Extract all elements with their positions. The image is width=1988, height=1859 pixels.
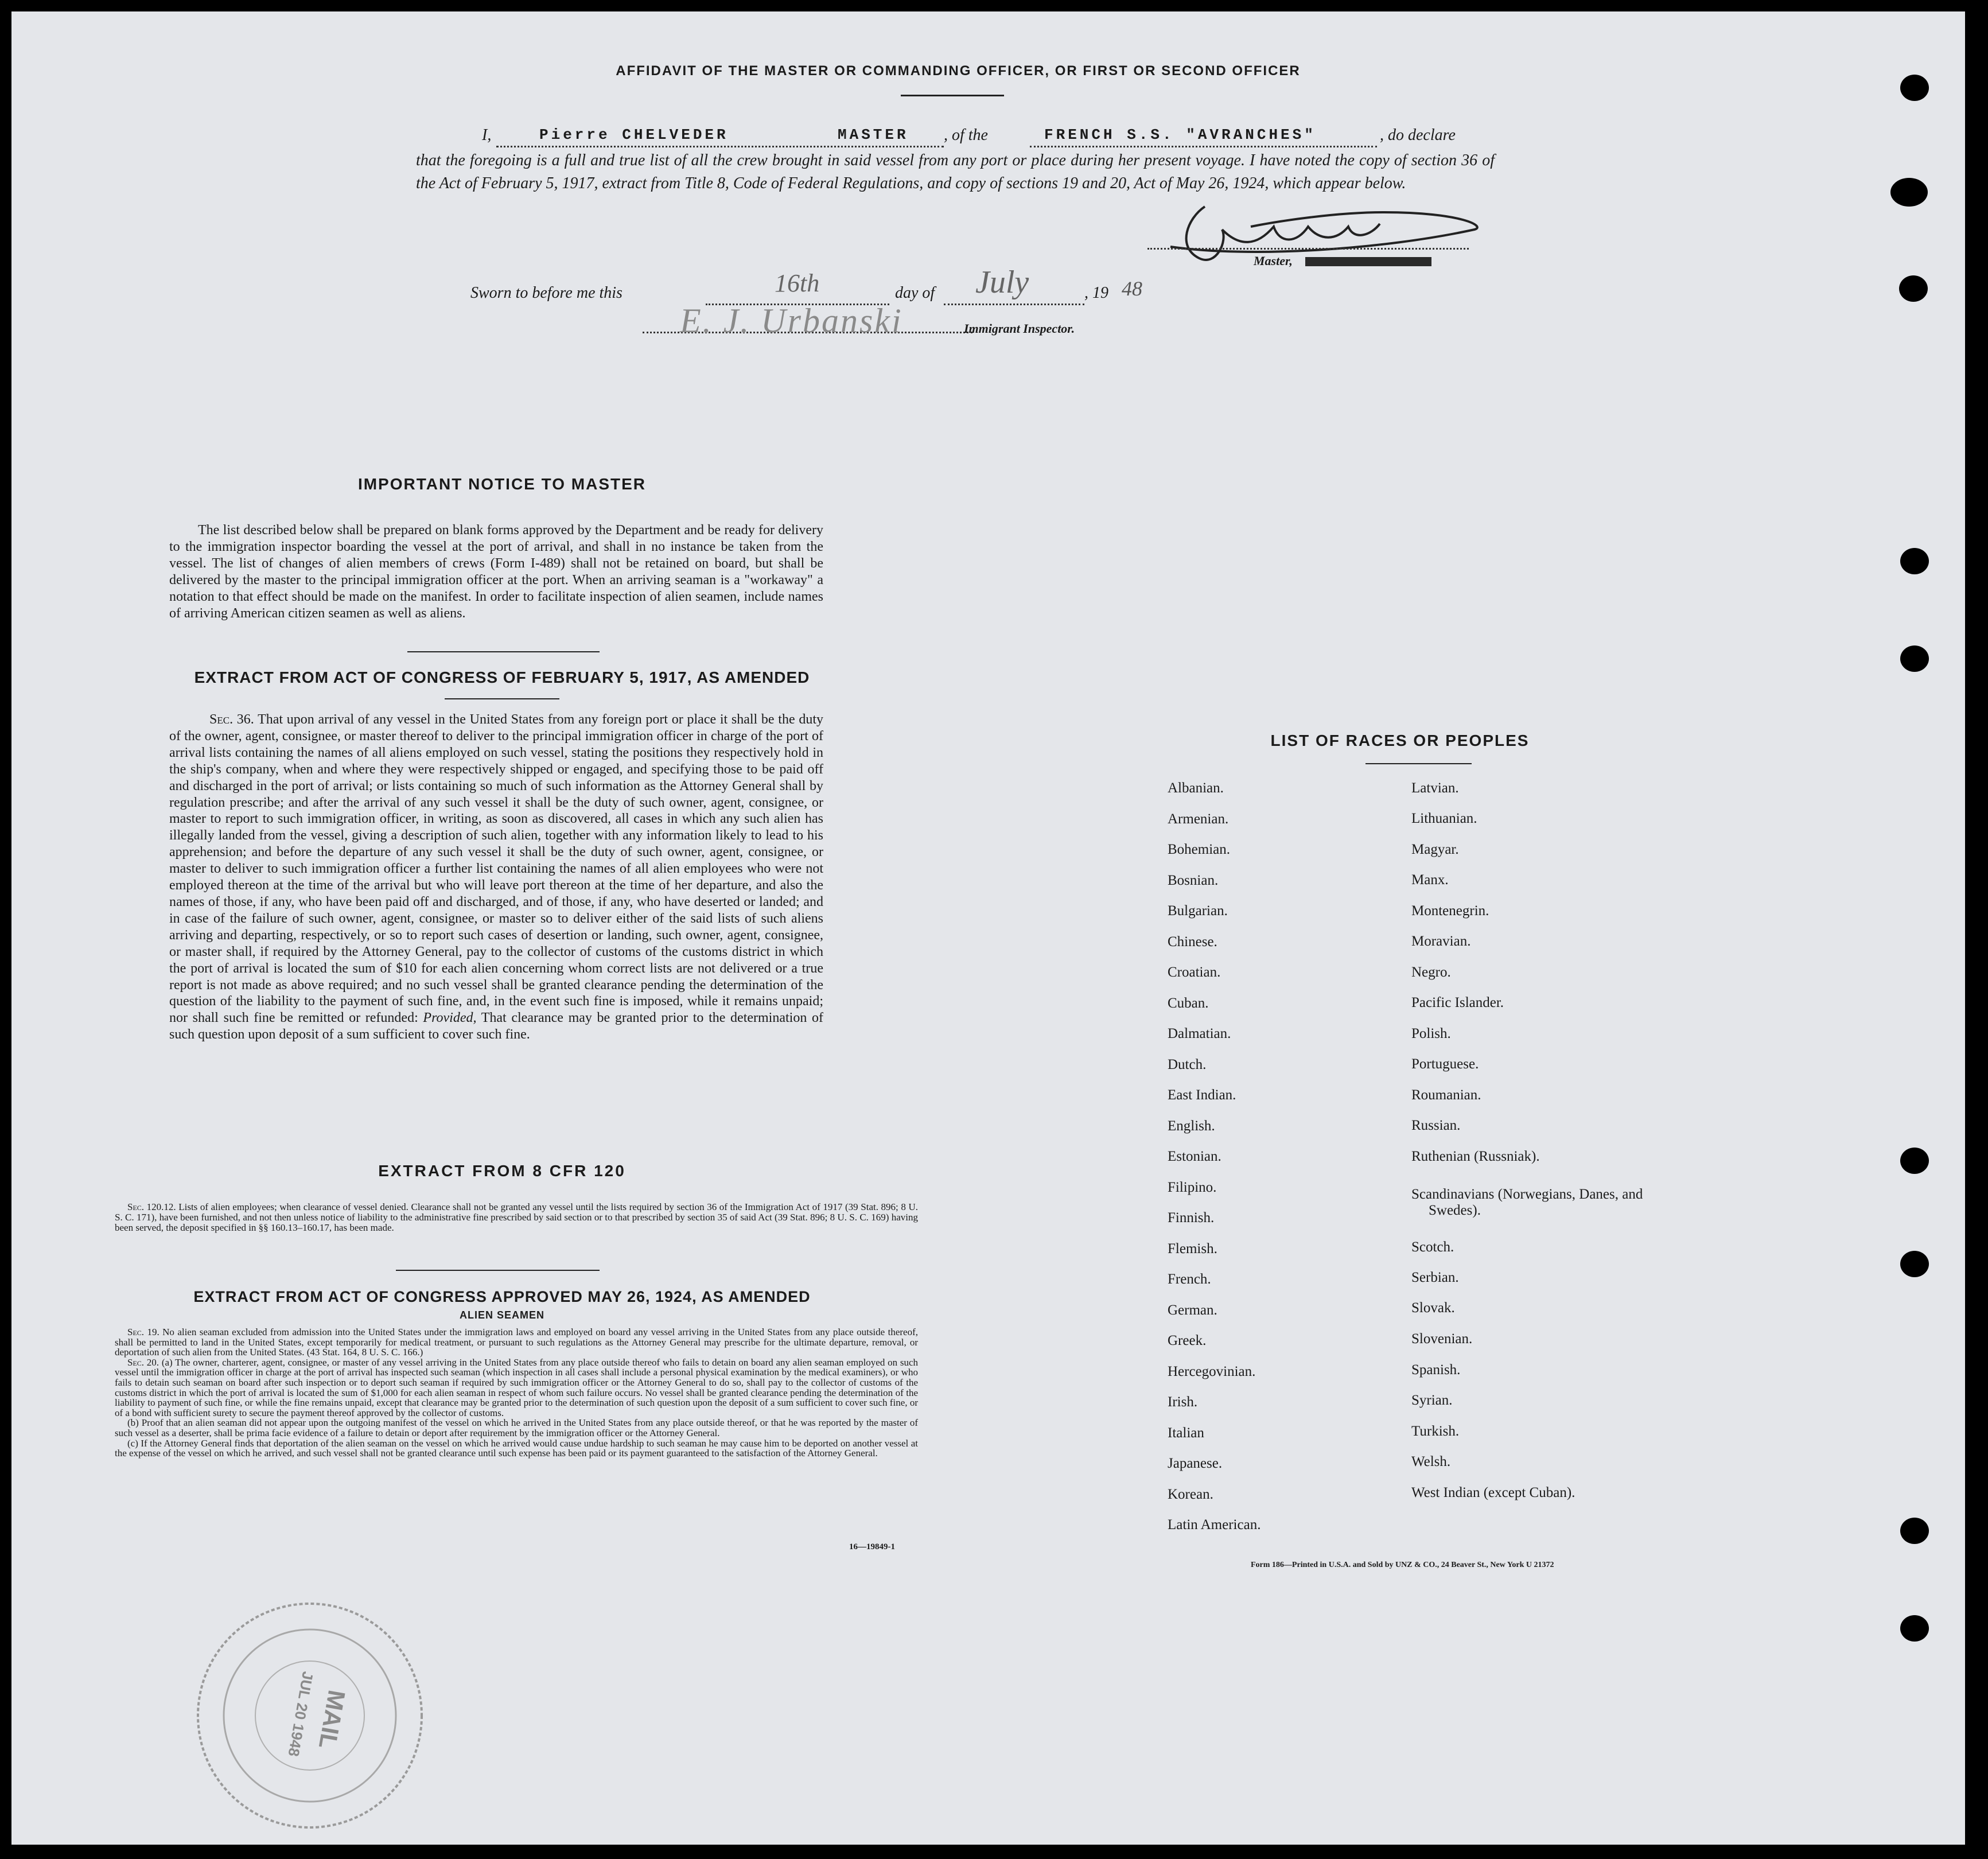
race-item: Turkish. <box>1411 1424 1460 1439</box>
race-item: English. <box>1168 1118 1215 1134</box>
document-page <box>11 11 1965 1845</box>
race-item: Spanish. <box>1411 1362 1461 1378</box>
extract-1917-divider <box>445 698 559 699</box>
cfr-divider <box>396 1270 600 1271</box>
stamp-date: JUL 20 1948 <box>285 1670 317 1758</box>
title-divider <box>901 95 1004 96</box>
race-item: Chinese. <box>1168 934 1217 950</box>
binder-hole <box>1900 1615 1929 1642</box>
cfr-title: EXTRACT FROM 8 CFR 120 <box>378 1162 626 1180</box>
sec-36-text-a: That upon arrival of any vessel in the United States from any foreign port or place it shall be the duty of the owner, agent, consignee, or master thereof to deliver to the principal immigration officer in charge of the port of arrival lists containing the names of all aliens employed on such vessel, stating the positions they respectively hold in the ship's company, when and where they were respectively shipped or engaged, and specifying those to be paid off and discharged in the port of arrival; or lists containing so much of such information as the Attorney General shall by regulation prescribe; and after the arrival of any such vessel it shall be the duty of such owner, agent, consignee, or master to report to such immigration officer, in writing, as soon as discovered, all cases in which any such alien has illegally landed from the vessel, giving a description of such alien, together with any information likely to lead to his apprehension; and before the departure of any such vessel it shall be the duty of such owner, agent, consignee, or master to deliver to such immigration officer a further list containing the names of all alien employees who were not employed thereon at the time of the arrival but who will leave port thereon at the time of her departure, and also the names of those, if any, who have been paid off and discharged, and of those, if any, who have deserted or landed; and in case of the failure of such owner, agent, consignee, or master so to deliver either of the said lists of such aliens arriving and departing, respectively, or so to report such cases of desertion or landing, such owner, agent, consignee, or master shall, if required by the Attorney General, pay to the collector of customs of the customs district in which the port of arrival is located the sum of $10 for each alien concerning whom correct lists are not delivered or a true report is not made as above required; and no such vessel shall be granted clearance pending the determination of the question of the liability to the payment of such fine, and, in the event such fine is imposed, while it remains unpaid; nor shall such fine be remitted or refunded: <box>169 712 823 1026</box>
race-item: Welsh. <box>1411 1454 1451 1469</box>
race-item: Moravian. <box>1411 934 1471 949</box>
race-item: Italian <box>1168 1425 1204 1441</box>
binder-hole <box>1900 548 1929 574</box>
inspector-signature: E. J. Urbanski <box>680 302 903 340</box>
notice-title: IMPORTANT NOTICE TO MASTER <box>357 475 647 493</box>
sec-19-label: Sec. 19. <box>127 1327 159 1337</box>
master-label: Master, <box>1254 254 1293 268</box>
race-item: Latin American. <box>1168 1517 1261 1533</box>
races-divider <box>1365 763 1472 764</box>
race-item: Hercegovinian. <box>1168 1363 1256 1379</box>
race-item: Bohemian. <box>1168 842 1231 857</box>
race-item: Polish. <box>1411 1026 1451 1041</box>
of-the-label: , of the <box>944 126 988 144</box>
race-item: Portuguese. <box>1411 1056 1479 1072</box>
sec-20c-paragraph: (c) If the Attorney General finds that deportation of the alien seaman on the vessel on which he arrived would cause undue hardship to such seaman he may cause him to be deported on another vessel at the expense of the vessel on which he arrived, and such vessel shall not be granted clearance until such expense has been paid or its payment guaranteed to the satisfaction of the Attorney General. <box>115 1437 918 1459</box>
race-item: Magyar. <box>1411 842 1459 857</box>
year-prefix: , 19 <box>1084 284 1108 302</box>
race-item: Scotch. <box>1411 1239 1454 1255</box>
form-code: 16—19849-1 <box>849 1542 895 1551</box>
cfr-body <box>115 1202 918 1233</box>
race-item: Croatian. <box>1168 964 1221 980</box>
sec-20-label: Sec. 20. <box>127 1356 159 1368</box>
inspector-label: Immigrant Inspector. <box>964 321 1075 336</box>
race-item: Latvian. <box>1411 780 1459 796</box>
race-item: Bulgarian. <box>1168 903 1228 919</box>
race-item: Dalmatian. <box>1168 1026 1231 1041</box>
master-name: Pierre CHELVEDER <box>539 126 729 143</box>
sec-120-text: Lists of alien employees; when clearance of vessel denied. Clearance shall not be granted any vessel until the lists required by section 36 of the Immigration Act of 1917 (39 Stat. 896; 8 U. S. C. 171), have been furnished, and not then unless notice of liability to the administrative fine prescribed by said section or to that prescribed by section 35 of said Act (39 Stat. 896; 8 U. S. C. 169) having been served, the deposit specified in §§ 160.13–160.17, has been made. <box>115 1201 918 1233</box>
affidavit-title: AFFIDAVIT OF THE MASTER OR COMMANDING OFFICER, OR FIRST OR SECOND OFFICER <box>616 63 1301 79</box>
affidavit-body: that the foregoing is a full and true list of all the crew brought in said vessel from any port or place during her present voyage. I have noted the copy of section 36 of the Act of February 5, 1917, extract from Title 8, Code of Federal Regulations, and copy of sections 19 and 20, Act of May 26, 1924, which appear below. <box>416 151 1495 192</box>
race-item: Scandinavians (Norwegians, Danes, and Swedes). <box>1411 1187 1643 1218</box>
sec-36-label: Sec. 36. <box>209 712 254 727</box>
race-item: Montenegrin. <box>1411 903 1489 919</box>
printer-footer: Form 186—Printed in U.S.A. and Sold by UNZ & CO., 24 Beaver St., New York U 21372 <box>1251 1561 1554 1569</box>
extract-1917-body <box>169 711 823 1043</box>
extract-1917-title: EXTRACT FROM ACT OF CONGRESS OF FEBRUARY 5, 1917, AS AMENDED <box>194 668 810 686</box>
sec-19-paragraph <box>115 1327 918 1358</box>
binder-hole <box>1900 1518 1929 1544</box>
race-item: Ruthenian (Russniak). <box>1411 1149 1540 1164</box>
race-item: Slovak. <box>1411 1300 1455 1316</box>
race-item: Syrian. <box>1411 1393 1453 1408</box>
race-item: Irish. <box>1168 1394 1198 1410</box>
race-item: Manx. <box>1411 872 1449 888</box>
race-item: Estonian. <box>1168 1149 1221 1164</box>
binder-hole <box>1900 1148 1929 1174</box>
binder-hole <box>1900 75 1929 101</box>
extract-1924-subtitle: ALIEN SEAMEN <box>459 1309 544 1321</box>
race-item: Japanese. <box>1168 1456 1223 1471</box>
mail-postmark-stamp <box>189 1595 430 1836</box>
race-item: Armenian. <box>1168 811 1229 827</box>
stamp-text: MAIL <box>313 1688 351 1751</box>
race-item: Filipino. <box>1168 1179 1217 1195</box>
master-rank: MASTER <box>838 126 909 143</box>
races-title: LIST OF RACES OR PEOPLES <box>1270 732 1530 749</box>
sworn-year: 48 <box>1122 277 1142 300</box>
master-signature <box>1165 195 1486 281</box>
sec-20a-text: (a) The owner, charterer, agent, consignee, or master of any vessel arriving in the United States from any place outside thereof who fails to detain on board any alien seaman employed on such vessel until the immigration officer in charge at the port of arrival has inspected such seaman (which inspection in all cases shall include a personal physical examination by the medical examiners), or who fails to detain such seaman on board after such inspection or to deport such seaman if required by such immigration officer or the Attorney General to do so, shall pay to the collector of customs of the customs district in which the port of arrival is located the sum of $1,000 for each alien seaman in respect of whom such failure occurs. No vessel shall be granted clearance pending the determination of the liability to payment of such fine, or while the fine remains unpaid, except that clearance may be granted prior to the determination of such question upon the deposit of a sum sufficient to cover such fine, or of a bond with sufficient surety to secure the payment thereof approved by the collector of customs. <box>115 1356 919 1418</box>
race-item: West Indian (except Cuban). <box>1411 1485 1575 1500</box>
provided-label: Provided, <box>423 1010 477 1026</box>
sec-120-label: Sec. 120.12. <box>127 1201 176 1212</box>
race-item: German. <box>1168 1302 1217 1318</box>
notice-body: The list described below shall be prepared on blank forms approved by the Department and be ready for delivery to the immigration inspector boarding the vessel at the port of arrival, and shall in no instance be taken from the vessel. The list of changes of alien members of crews (Form I-489) shall not be retained on board, but shall be delivered by the master to the principal immigration officer at the port. When an arriving seaman is a "workaway" a notation to that effect should be made on the manifest. In order to facilitate inspection of alien seamen, include names of arriving American citizen seamen as well as aliens. <box>169 523 823 621</box>
race-item: Finnish. <box>1168 1210 1215 1226</box>
binder-hole <box>1899 275 1928 302</box>
notice-divider <box>407 651 600 652</box>
race-item: Russian. <box>1411 1118 1461 1133</box>
binder-hole <box>1900 1251 1929 1277</box>
binder-hole <box>1900 645 1929 672</box>
sec-20b-paragraph: (b) Proof that an alien seaman did not appear upon the outgoing manifest of the vessel on which he arrived in the United States from any place outside thereof, or that he was reported by the master of such vessel as a deserter, shall be prima facie evidence of a failure to detain or deport after requirement by the immigration officer or the Attorney General. <box>115 1417 918 1438</box>
race-item: Slovenian. <box>1411 1331 1473 1347</box>
race-item: Serbian. <box>1411 1270 1459 1285</box>
affidavit-prefix: I, <box>482 126 492 144</box>
race-item: Greek. <box>1168 1333 1207 1348</box>
sworn-day: 16th <box>775 269 820 297</box>
extract-1924-body <box>115 1327 918 1459</box>
day-of-label: day of <box>895 284 935 302</box>
race-item: Korean. <box>1168 1486 1213 1502</box>
race-item: Roumanian. <box>1411 1087 1481 1103</box>
sworn-prefix: Sworn to before me this <box>470 284 623 302</box>
sworn-month: July <box>975 265 1029 300</box>
sec-36-text-b: That clearance may be granted prior to the determination of such question upon deposit of a sum sufficient to cover such fine. <box>169 1010 823 1043</box>
master-signature-line <box>1147 248 1469 250</box>
struck-officer-title <box>1305 257 1431 266</box>
race-item: Flemish. <box>1168 1240 1217 1257</box>
sec-20-paragraph <box>115 1358 918 1418</box>
race-item: Dutch. <box>1168 1056 1207 1072</box>
binder-hole <box>1890 178 1928 207</box>
race-item: Albanian. <box>1168 780 1224 796</box>
race-item: French. <box>1168 1271 1211 1287</box>
race-item: Negro. <box>1411 964 1451 980</box>
race-item: Cuban. <box>1168 995 1209 1011</box>
race-item: Lithuanian. <box>1411 811 1477 826</box>
do-declare-label: , do declare <box>1380 126 1456 144</box>
extract-1924-title: EXTRACT FROM ACT OF CONGRESS APPROVED MAY 26, 1924, AS AMENDED <box>193 1288 811 1305</box>
sec-19-text: No alien seaman excluded from admission into the United States under the immigration laws and employed on board any vessel arriving in the United States from any place outside thereof, shall be permitted to land in the United States, except temporarily for medical treatment, or pursuant to such regulations as the Attorney General may prescribe for the ultimate departure, removal, or deportation of such alien from the United States. (43 Stat. 164, 8 U. S. C. 166.) <box>115 1327 918 1358</box>
race-item: Bosnian. <box>1168 872 1219 888</box>
vessel-name: FRENCH S.S. "AVRANCHES" <box>1044 126 1316 143</box>
race-item: Pacific Islander. <box>1411 995 1504 1010</box>
race-item: East Indian. <box>1168 1087 1236 1103</box>
